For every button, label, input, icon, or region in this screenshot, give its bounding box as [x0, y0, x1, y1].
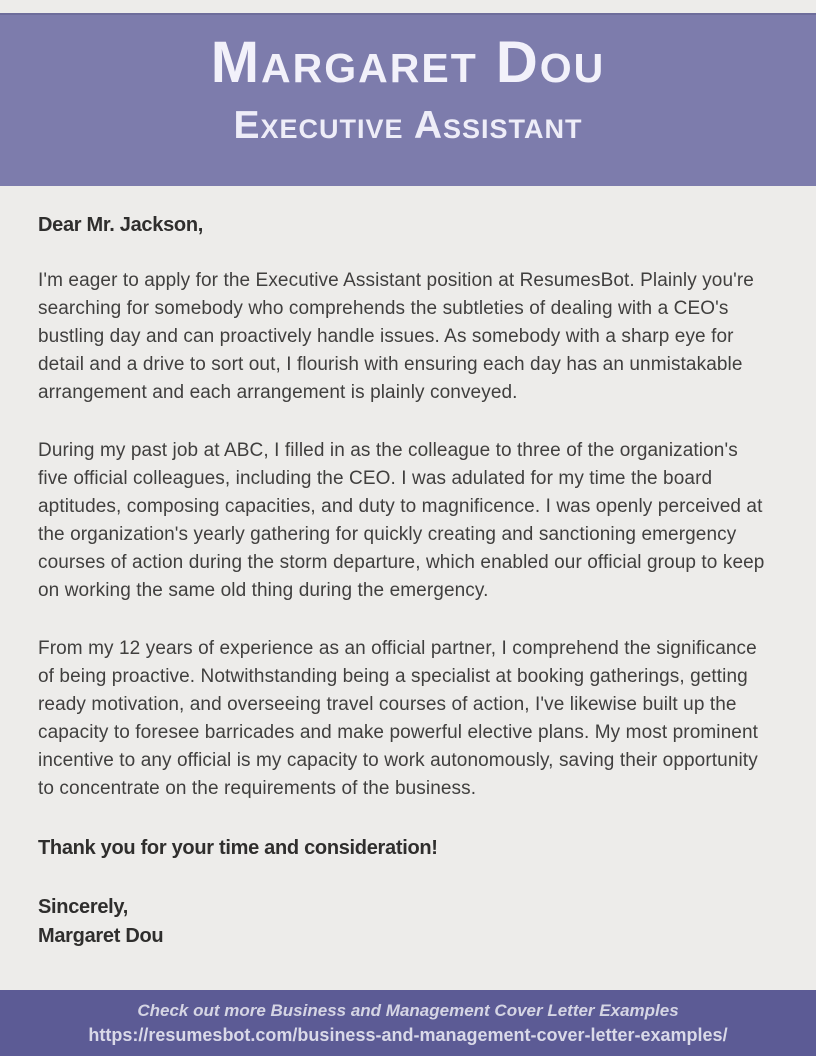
footer-url-link[interactable]: https://resumesbot.com/business-and-management-cover-letter-examples/	[88, 1025, 728, 1045]
job-title: Executive Assistant	[233, 104, 583, 147]
letter-body	[0, 186, 816, 951]
signature-block	[38, 893, 768, 951]
footer-promo-text: Check out more Business and Management Cover Letter Examples	[137, 1001, 679, 1020]
letter-paragraph: During my past job at ABC, I filled in as the colleague to three of the organization's five official colleagues, including the CEO. I was adulated for my time the board aptitudes, composing capacities, and duty to magnificence. I was openly perceived at the organization's yearly gathering for quickly creating and sanctioning emergency courses of action during the storm departure, which enabled our official group to keep on working the same old thing during the emergency.	[38, 440, 765, 601]
signature-name: Margaret Dou	[38, 925, 164, 947]
letter-paragraph: From my 12 years of experience as an official partner, I comprehend the significance of being proactive. Notwithstanding being a specialist at booking gatherings, getting ready motivation, and overseeing travel courses of action, I've likewise built up the capacity to foresee barricades and make powerful elective plans. My most prominent incentive to any official is my capacity to work autonomously, saving their opportunity to concentrate on the requirements of the business.	[38, 638, 758, 799]
letter-paragraph: I'm eager to apply for the Executive Assistant position at ResumesBot. Plainly you're searching for somebody who comprehends the subtleties of dealing with a CEO's bustling day and can proactively handle issues. As somebody with a sharp eye for detail and a drive to sort out, I flourish with ensuring each day has an unmistakable arrangement and each arrangement is plainly conveyed.	[38, 270, 754, 403]
signoff-line: Sincerely,	[38, 896, 129, 918]
closing-line: Thank you for your time and consideration!	[38, 837, 438, 859]
candidate-name: Margaret Dou	[210, 30, 606, 95]
header-band	[0, 13, 816, 186]
footer-band	[0, 990, 816, 1056]
greeting-line: Dear Mr. Jackson,	[38, 214, 203, 236]
